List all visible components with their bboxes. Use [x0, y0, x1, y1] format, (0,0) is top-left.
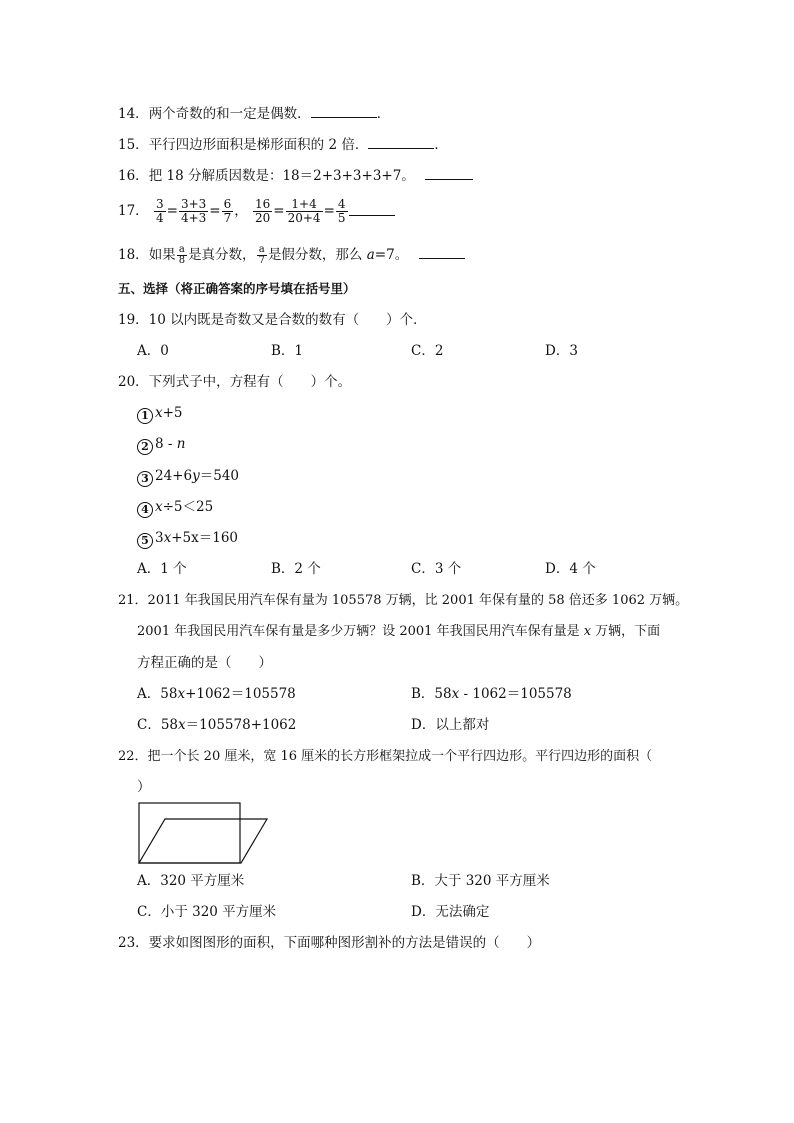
option-d[interactable]: D．4 个: [545, 561, 596, 577]
option-d[interactable]: D．无法确定: [411, 904, 490, 920]
variable: x: [155, 405, 163, 421]
text: 3: [155, 530, 164, 546]
numerator: a: [177, 245, 187, 256]
numerator: 4: [337, 197, 346, 211]
fraction: [154, 198, 166, 225]
option-b[interactable]: B．大于 320 平方厘米: [411, 873, 550, 889]
text: +5: [162, 405, 183, 421]
question-23-stem: 23．要求如图图形的面积，下面哪种图形割补的方法是错误的（ ）: [118, 935, 541, 951]
text: +5x＝160: [171, 530, 239, 546]
option-c[interactable]: C．小于 320 平方厘米: [137, 904, 277, 920]
variable: x: [177, 686, 186, 702]
circled-number: 2: [137, 439, 153, 455]
text: ＝105578+1062: [185, 717, 297, 733]
expression-3: [137, 466, 239, 487]
option-a[interactable]: [137, 684, 296, 704]
question-15: [118, 134, 448, 155]
numerator: 16: [255, 197, 271, 211]
question-number: 16．: [118, 168, 149, 184]
variable: x: [163, 530, 172, 546]
answer-blank[interactable]: [368, 134, 434, 149]
answer-blank[interactable]: [419, 244, 465, 259]
text: A．58: [137, 686, 178, 702]
expression-4: [137, 497, 213, 518]
option-d[interactable]: D．3: [545, 343, 578, 359]
question-19-stem: 19．10 以内既是奇数又是合数的数有（ ）个．: [118, 312, 427, 328]
circled-number: 3: [137, 471, 153, 487]
parallelogram-shape: [139, 819, 267, 863]
text: - 1062＝105578: [459, 686, 572, 702]
text: 万辆，下面: [591, 624, 661, 639]
option-a[interactable]: A．1 个: [137, 561, 187, 577]
option-a[interactable]: A．320 平方厘米: [137, 873, 245, 889]
numerator: 3+3: [180, 197, 207, 211]
text: +1062＝105578: [185, 686, 296, 702]
option-b[interactable]: B．2 个: [271, 561, 321, 577]
variable: a: [366, 247, 375, 263]
question-21-line-1: 21．2011 年我国民用汽车保有量为 105578 万辆，比 2001 年保有量的 58 倍还多 1062 万辆。: [118, 593, 689, 608]
denominator: 20+4: [287, 211, 321, 225]
end-mark: ．: [434, 137, 448, 153]
equals-sign: =: [209, 203, 221, 219]
equals-sign: =: [166, 203, 178, 219]
text: B．58: [411, 686, 452, 702]
equals-sign: =: [273, 203, 285, 219]
numerator: 1+4: [286, 198, 323, 212]
fraction: [286, 198, 323, 225]
denominator: 4: [155, 211, 164, 225]
option-b[interactable]: B．1: [271, 343, 304, 359]
comma: ，: [234, 203, 248, 219]
numerator: a: [257, 245, 267, 256]
denominator: 5: [337, 211, 346, 225]
variable: y: [192, 468, 200, 484]
fraction: [177, 245, 187, 266]
question-text: 平行四边形面积是梯形面积的 2 倍．: [148, 137, 369, 153]
question-14: [118, 103, 390, 124]
text: 是假分数，那么: [267, 247, 367, 263]
fraction: [222, 198, 234, 225]
option-c[interactable]: C．3 个: [411, 561, 462, 577]
option-b[interactable]: [411, 684, 572, 704]
text: 如果: [148, 247, 176, 263]
option-c[interactable]: C．2: [411, 343, 444, 359]
text: ÷5＜25: [162, 499, 214, 515]
text: ＝540: [199, 468, 240, 484]
section-heading: 五、选择（将正确答案的序号填在括号里）: [118, 281, 356, 296]
text: =7。: [374, 247, 409, 263]
variable: n: [176, 436, 186, 452]
denominator: 4+3: [180, 211, 207, 225]
rectangle-shape: [139, 803, 240, 863]
expression-2: [137, 434, 185, 455]
variable: x: [155, 499, 163, 515]
denominator: 7: [258, 255, 265, 266]
question-22-line-1: 22．把一个长 20 厘米，宽 16 厘米的长方形框架拉成一个平行四边形。平行四边形的面积（: [118, 749, 653, 764]
rectangle-parallelogram-figure: [137, 801, 271, 867]
question-16: [118, 165, 473, 186]
expression-5: [137, 528, 238, 549]
circled-number: 5: [137, 533, 153, 549]
fraction: [253, 198, 272, 225]
question-text: 两个奇数的和一定是偶数．: [148, 106, 311, 122]
expression-1: [137, 403, 183, 424]
denominator: 20: [255, 211, 271, 225]
question-text: 把 18 分解质因数是：18＝2+3+3+3+7。: [148, 168, 415, 184]
circled-number: 4: [137, 502, 153, 518]
fraction: [336, 198, 348, 225]
denominator: 8: [178, 255, 186, 266]
variable: x: [583, 624, 592, 639]
end-mark: ．: [376, 106, 391, 122]
variable: x: [451, 686, 460, 702]
question-20-stem: 20．下列式子中，方程有（ ）个。: [118, 374, 352, 390]
option-a[interactable]: A．0: [137, 343, 169, 359]
option-c[interactable]: [137, 715, 296, 735]
text: 8 -: [155, 436, 177, 452]
numerator: 6: [223, 197, 232, 211]
question-number: 17．: [118, 203, 149, 219]
answer-blank[interactable]: [311, 103, 377, 118]
question-22-line-2: ）: [137, 779, 151, 795]
text: 是真分数，: [188, 247, 256, 263]
text: C．58: [137, 717, 179, 733]
fraction: [257, 245, 267, 266]
question-21-line-2: [137, 622, 660, 642]
question-number: 14．: [118, 106, 149, 122]
question-number: 15．: [118, 137, 149, 153]
numerator: 3: [155, 197, 164, 211]
equals-sign: =: [323, 203, 335, 219]
variable: x: [178, 717, 186, 733]
denominator: 7: [223, 211, 232, 225]
question-17: [118, 196, 395, 226]
fraction: [179, 198, 208, 225]
question-number: 18．: [118, 247, 149, 263]
text: 2001 年我国民用汽车保有量是多少万辆？设 2001 年我国民用汽车保有量是: [137, 624, 584, 639]
circled-number: 1: [137, 408, 153, 424]
text: 24+6: [155, 468, 193, 484]
option-d[interactable]: D．以上都对: [411, 717, 490, 733]
answer-blank[interactable]: [425, 165, 473, 180]
question-21-line-3: 方程正确的是（ ）: [137, 655, 272, 671]
answer-blank[interactable]: [349, 207, 395, 216]
question-18: [118, 240, 465, 270]
